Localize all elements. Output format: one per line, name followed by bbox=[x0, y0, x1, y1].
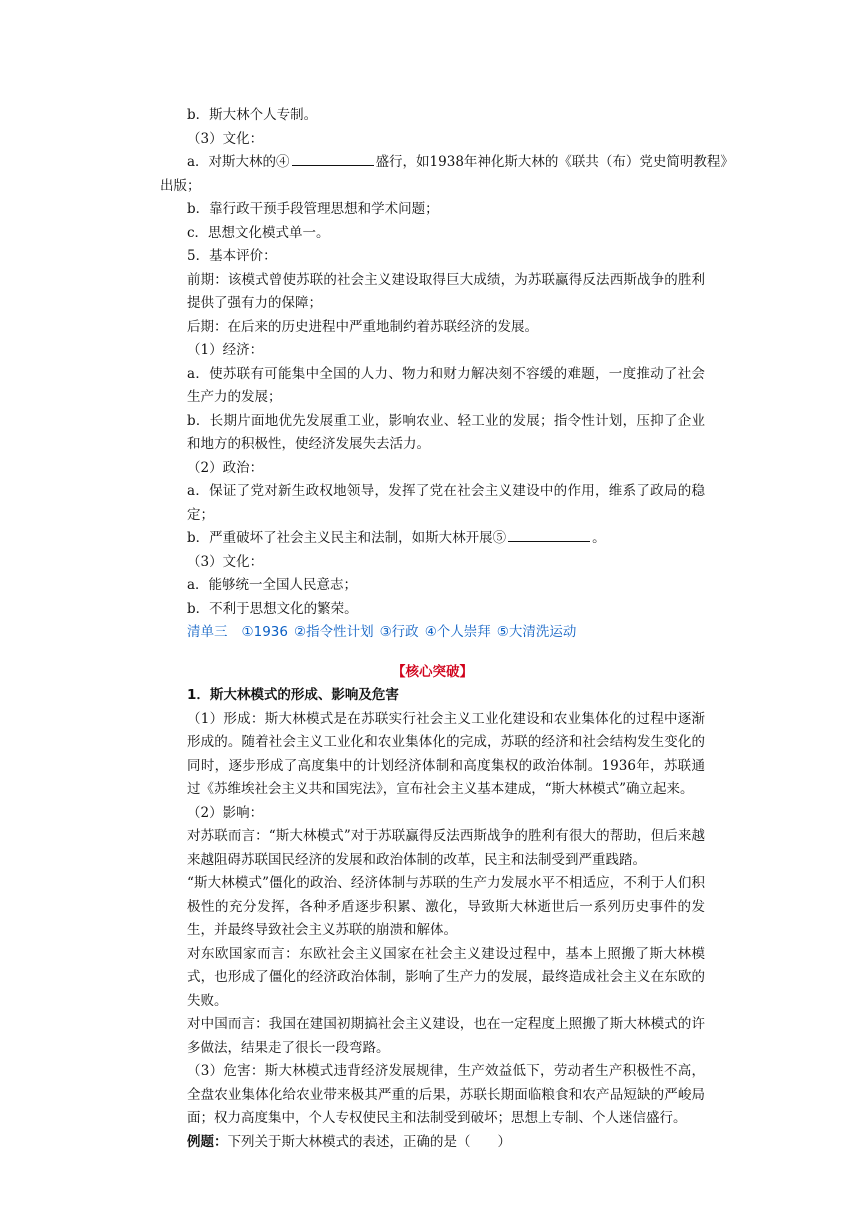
example-text: 下列关于斯大林模式的表述，正确的是（ ） bbox=[227, 1133, 511, 1150]
answer-item: ②指令性计划 bbox=[293, 624, 374, 640]
evaluation-early: 前期：该模式曾使苏联的社会主义建设取得巨大成绩，为苏联赢得反法西斯战争的胜利提供了强有力的保障； bbox=[187, 271, 705, 311]
blank-5[interactable] bbox=[508, 527, 590, 542]
culture-a-post: 盛行，如1938年神化斯大林的《联共（布）党史简明教程》 bbox=[375, 154, 734, 170]
section-title: 【核心突破】 bbox=[392, 663, 473, 680]
politics-b2-post: 。 bbox=[592, 530, 606, 546]
answer-item: ③行政 bbox=[379, 624, 419, 640]
culture-c: c．思想文化模式单一。 bbox=[187, 224, 330, 241]
harm-paragraph: （3）危害：斯大林模式违背经济发展规律，生产效益低下，劳动者生产积极性不高，全盘农业集体化给农业带来极其严重的后果，苏联长期面临粮食和农产品短缺的严峻局面；权力高度集中，个人专权使民主和法制受到破坏；思想上专制、个人迷信盛行。 bbox=[187, 1063, 705, 1126]
answer-list bbox=[160, 621, 705, 645]
politics-b2-pre: b．严重破坏了社会主义民主和法制，如斯大林开展⑤ bbox=[187, 530, 507, 546]
formation-paragraph: （1）形成：斯大林模式是在苏联实行社会主义工业化建设和农业集体化的过程中逐渐形成的。随着社会主义工业化和农业集体化的完成，苏联的经济和社会结构发生变化的同时，逐步形成了高度集中的计划经济体制和高度集权的政治体制。1936年，苏联通过《苏维埃社会主义共和国宪法》，宣布社会主义基本建成，“斯大林模式”确立起来。 bbox=[187, 710, 705, 797]
impact-china-paragraph: 对中国而言：我国在建国初期搞社会主义建设，也在一定程度上照搬了斯大林模式的许多做法，结果走了很长一段弯路。 bbox=[187, 1016, 705, 1056]
answer-item: ①1936 bbox=[241, 624, 288, 640]
culture2-heading: （3）文化： bbox=[187, 553, 264, 570]
blank-4[interactable] bbox=[292, 151, 374, 166]
evaluation-late: 后期：在后来的历史进程中严重地制约着苏联经济的发展。 bbox=[187, 318, 538, 335]
culture-a bbox=[160, 151, 734, 175]
document-page bbox=[160, 104, 734, 1154]
politics-a: a．保证了党对新生政权地领导，发挥了党在社会主义建设中的作用，维系了政局的稳定； bbox=[187, 483, 705, 523]
culture-a-cont: 出版； bbox=[160, 177, 201, 194]
culture2-a: a．能够统一全国人民意志； bbox=[187, 577, 358, 593]
economy-b: b．长期片面地优先发展重工业，影响农业、轻工业的发展；指令性计划，压抑了企业和地方的积极性，使经济发展失去活力。 bbox=[187, 412, 705, 452]
politics-b2 bbox=[160, 527, 705, 551]
impact-east-paragraph: 对东欧国家而言：东欧社会主义国家在社会主义建设过程中，基本上照搬了斯大林模式，也形成了僵化的经济政治体制，影响了生产力的发展，最终造成社会主义在东欧的失败。 bbox=[187, 945, 705, 1009]
impact-heading: （2）影响： bbox=[187, 804, 264, 821]
culture2-b: b．不利于思想文化的繁荣。 bbox=[187, 600, 358, 617]
impact-ussr-paragraph: 对苏联而言：“斯大林模式”对于苏联赢得反法西斯战争的胜利有很大的帮助，但后来越来越阻碍苏联国民经济的发展和政治体制的改革，民主和法制受到严重践踏。 bbox=[187, 828, 705, 868]
example-question bbox=[160, 1131, 705, 1155]
evaluation-heading: 5．基本评价： bbox=[187, 248, 277, 264]
culture-a-pre: a．对斯大林的④ bbox=[187, 154, 290, 170]
culture-heading: （3）文化： bbox=[187, 130, 264, 147]
economy-a: a．使苏联有可能集中全国的人力、物力和财力解决刻不容缓的难题，一度推动了社会生产力的发展； bbox=[187, 365, 705, 405]
part2-heading: 1．斯大林模式的形成、影响及危害 bbox=[187, 687, 399, 703]
culture-b: b．靠行政干预手段管理思想和学术问题； bbox=[187, 201, 439, 217]
politics-b: b．斯大林个人专制。 bbox=[187, 107, 318, 123]
answer-label: 清单三 bbox=[187, 624, 228, 640]
example-label: 例题： bbox=[187, 1133, 228, 1150]
politics-heading: （2）政治： bbox=[187, 459, 264, 476]
answer-item: ⑤大清洗运动 bbox=[496, 624, 577, 640]
impact-rigid-paragraph: “斯大林模式”僵化的政治、经济体制与苏联的生产力发展水平不相适应，不利于人们积极性的充分发挥，各种矛盾逐步积累、激化，导致斯大林逝世后一系列历史事件的发生，并最终导致社会主义苏联的崩溃和解体。 bbox=[187, 875, 705, 938]
answer-item: ④个人崇拜 bbox=[424, 624, 491, 640]
economy-heading: （1）经济： bbox=[187, 342, 264, 358]
